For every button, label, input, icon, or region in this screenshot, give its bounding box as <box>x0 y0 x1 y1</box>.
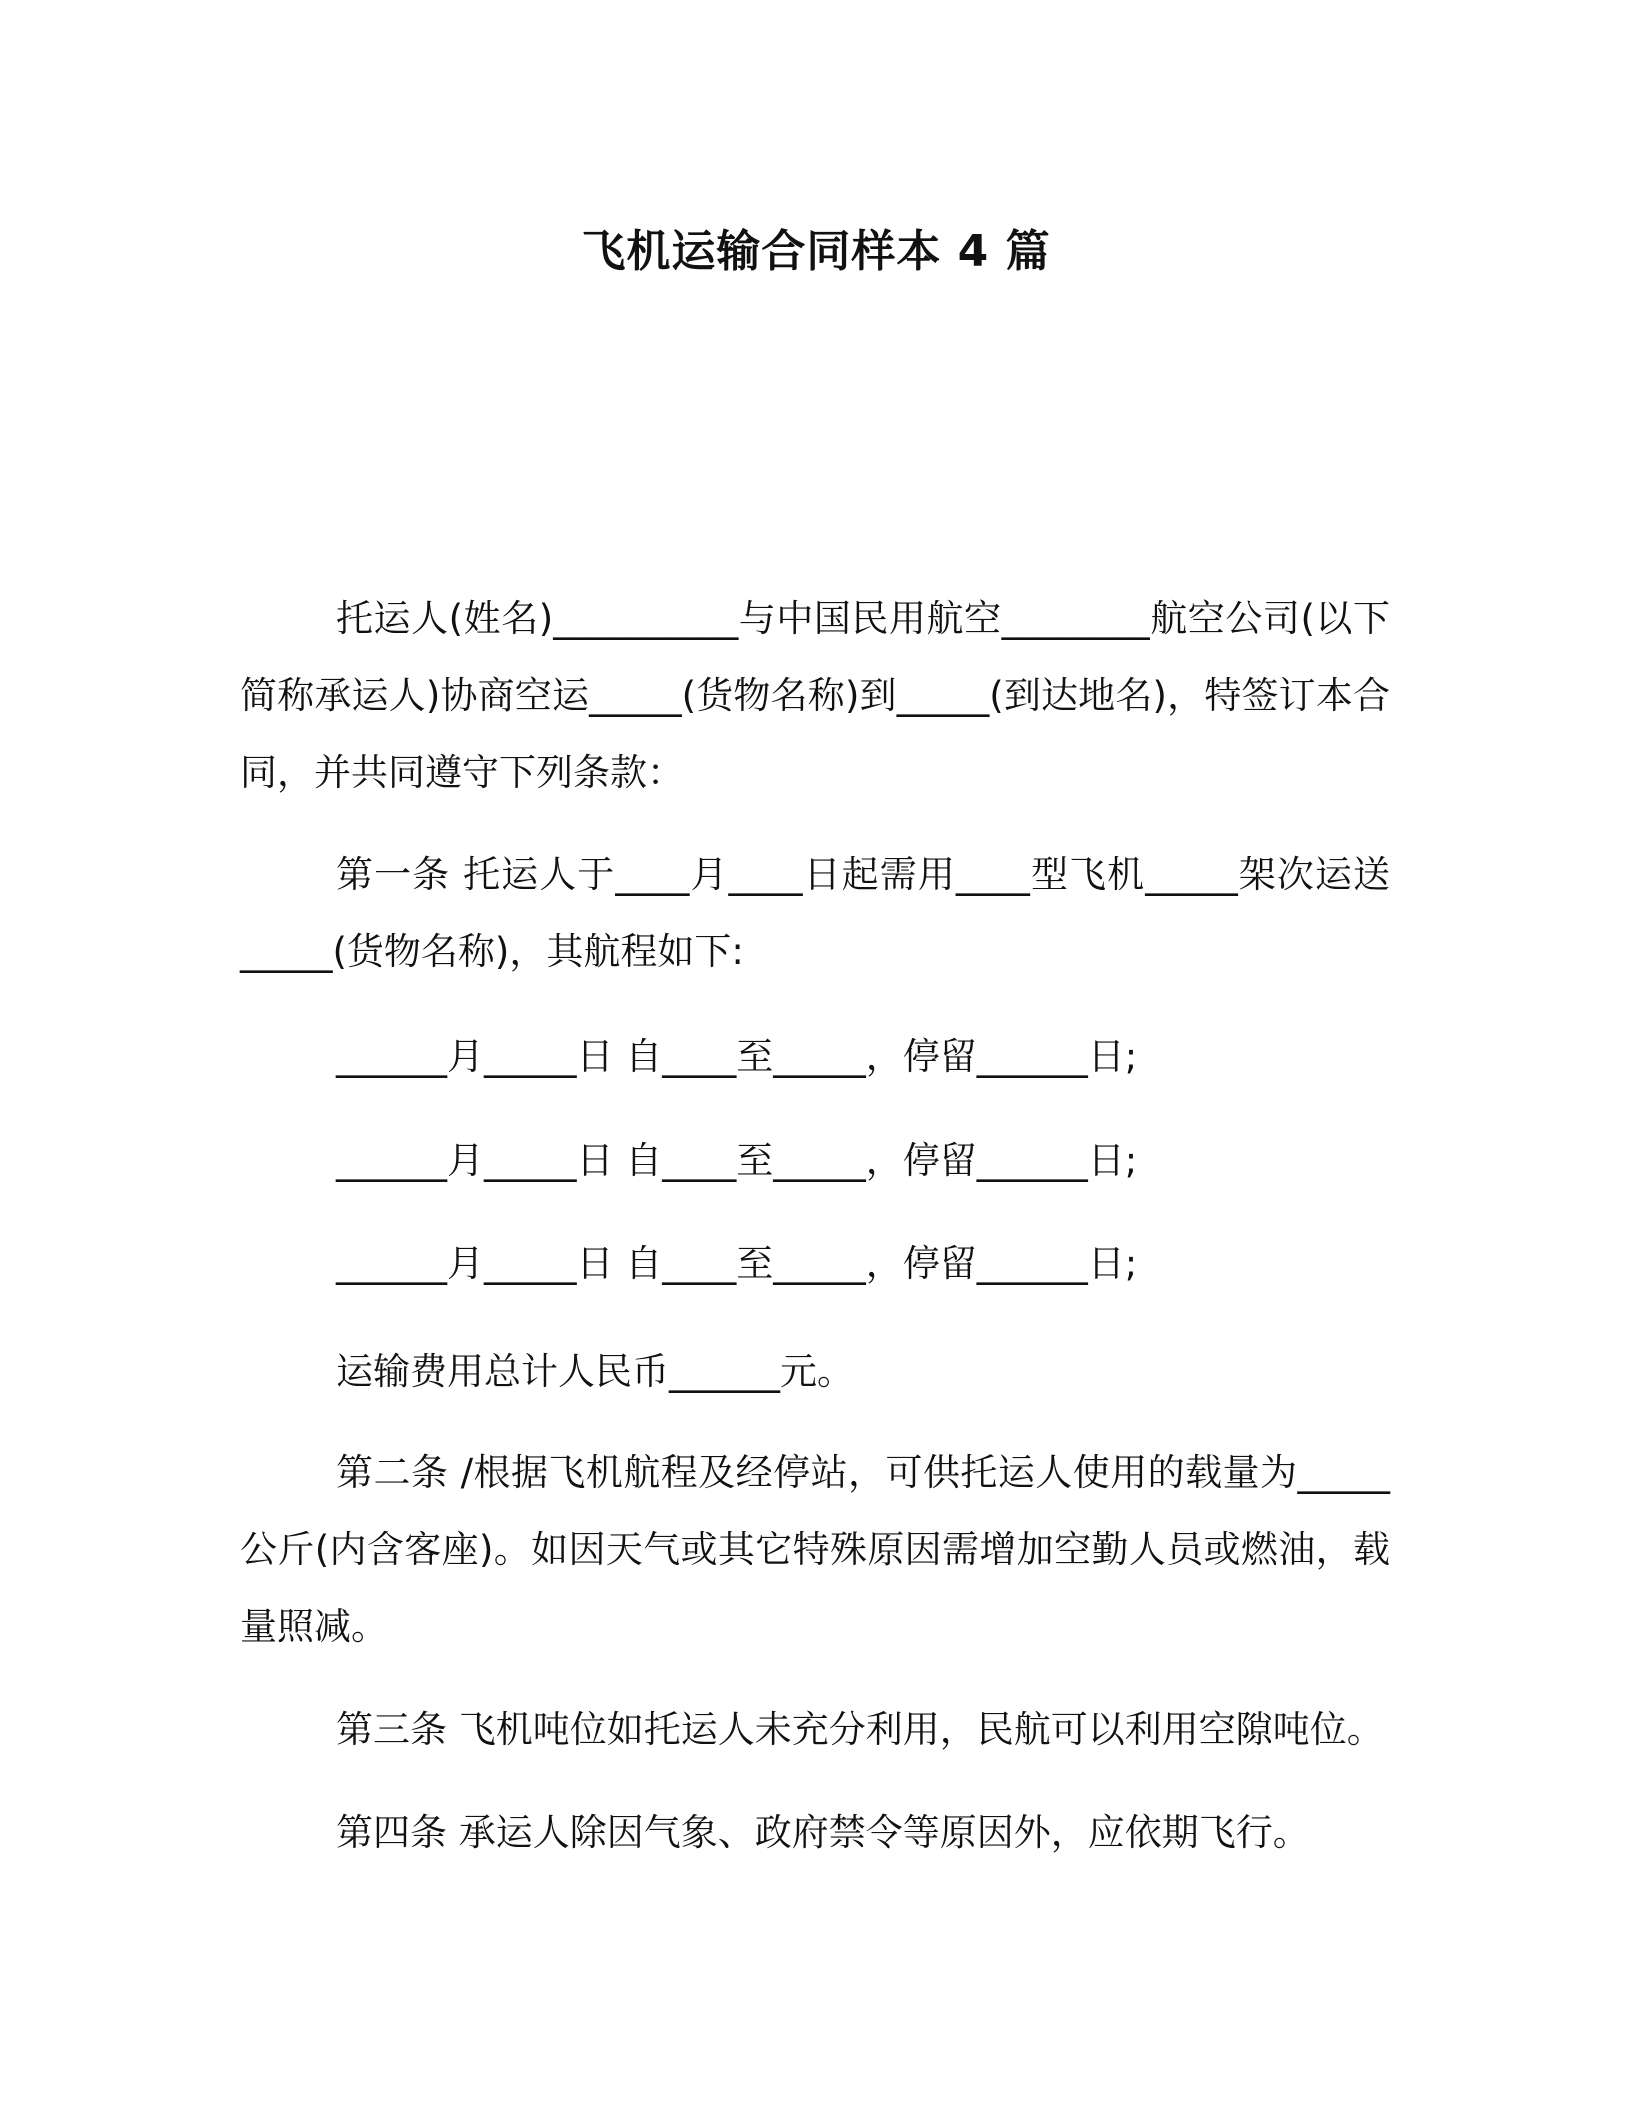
article-4-paragraph: 第四条 承运人除因气象、政府禁令等原因外，应依期飞行。 <box>336 1811 1310 1854</box>
article-1-paragraph: 第一条 托运人于____月____日起需用____型飞机_____架次运送_____(货物名称)，其航程如下: <box>240 853 1390 973</box>
route-line-1: ______月_____日 自____至_____，停留______日; <box>336 1035 1138 1078</box>
article-3-paragraph: 第三条 飞机吨位如托运人未充分利用，民航可以利用空隙吨位。 <box>336 1708 1384 1751</box>
intro-paragraph: 托运人(姓名)__________与中国民用航空________航空公司(以下简称承运人)协商空运_____(货物名称)到_____(到达地名)，特签订本合同，并共同遵守下列条款： <box>240 597 1390 794</box>
fee-paragraph: 运输费用总计人民币______元。 <box>336 1350 854 1393</box>
route-line-3: ______月_____日 自____至_____，停留______日; <box>336 1242 1138 1285</box>
article-2-paragraph: 第二条 /根据飞机航程及经停站，可供托运人使用的载量为_____公斤(内含客座)。如因天气或其它特殊原因需增加空勤人员或燃油，载量照减。 <box>240 1451 1390 1648</box>
route-line-2: ______月_____日 自____至_____，停留______日; <box>336 1139 1138 1182</box>
document-title: 飞机运输合同样本 4 篇 <box>581 226 1051 277</box>
